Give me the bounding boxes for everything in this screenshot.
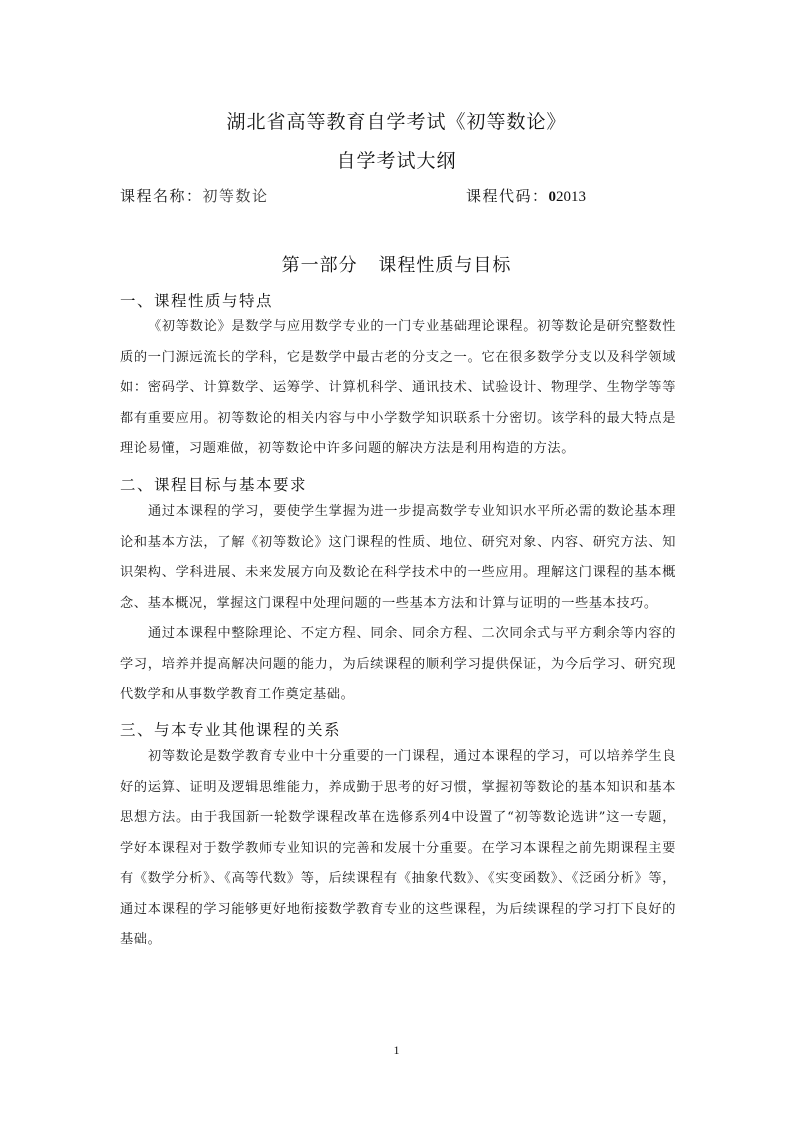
section-heading-3: 三、与本专业其他课程的关系 [120,721,342,739]
course-name-value: 初等数论 [202,187,269,205]
paragraph: 《初等数论》是数学与应用数学专业的一门专业基础理论课程。初等数论是研究整数性质的一门源远流长的学科，它是数学中最古老的分支之一。它在很多数学分支以及科学领域如：密码学、计算数学、运筹学、计算机科学、通讯技术、试验设计、物理学、生物学等等都有重要应用。初等数论的相关内容与中小学数学知识联系十分密切。该学科的最大特点是理论易懂，习题难做，初等数论中许多问题的解决方法是利用构造的方法。 [120,319,676,456]
section-heading-1: 一、课程性质与特点 [120,292,274,310]
course-code-value: 02013 [548,189,587,205]
document-title: 湖北省高等教育自学考试《初等数论》 [226,111,567,133]
course-code-label: 课程代码： [466,187,549,205]
section-heading-2: 二、课程目标与基本要求 [120,476,308,494]
paragraph: 初等数论是数学教育专业中十分重要的一门课程，通过本课程的学习，可以培养学生良好的运算、证明及逻辑思维能力，养成勤于思考的好习惯，掌握初等数论的基本知识和基本思想方法。由于我国新一轮数学课程改革在选修系列4中设置了“初等数论选讲”这一专题，学好本课程对于数学教师专业知识的完善和发展十分重要。在学习本课程之前先期课程主要有《数学分析》、《高等代数》等，后续课程有《抽象代数》、《实变函数》、《泛函分析》等，通过本课程的学习能够更好地衔接数学教育专业的这些课程，为后续课程的学习打下良好的基础。 [120,749,676,947]
part-heading: 第一部分 课程性质与目标 [281,255,512,276]
page-number: 1 [393,1043,400,1057]
document-subtitle: 自学考试大纲 [336,150,457,172]
course-name [120,185,269,206]
course-code [466,185,586,206]
course-name-label: 课程名称： [120,187,203,205]
paragraph: 通过本课程中整除理论、不定方程、同余、同余方程、二次同余式与平方剩余等内容的学习，培养并提高解决问题的能力，为后续课程的顺利学习提供保证，为今后学习、研究现代数学和从事数学教育工作奠定基础。 [120,626,676,702]
paragraph: 通过本课程的学习，要使学生掌握为进一步提高数学专业知识水平所必需的数论基本理论和基本方法，了解《初等数论》这门课程的性质、地位、研究对象、内容、研究方法、知识架构、学科进展、未来发展方向及数论在科学技术中的一些应用。理解这门课程的基本概念、基本概况，掌握这门课程中处理问题的一些基本方法和计算与证明的一些基本技巧。 [120,504,676,611]
